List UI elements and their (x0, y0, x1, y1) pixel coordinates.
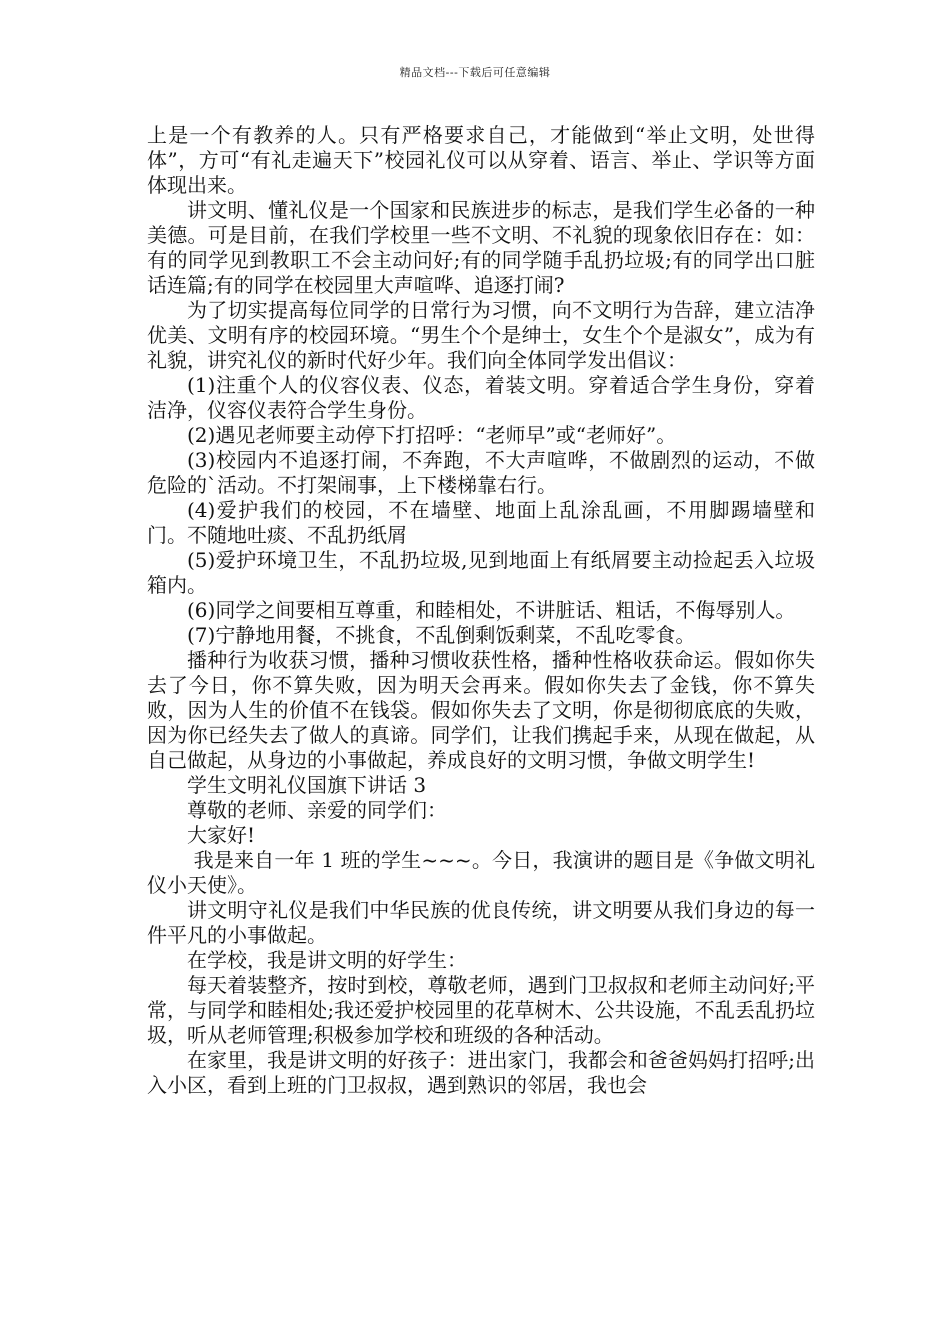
paragraph: 讲文明守礼仪是我们中华民族的优良传统，讲文明要从我们身边的每一件平凡的小事做起。 (147, 898, 815, 947)
paragraph: 在家里，我是讲文明的好孩子：进出家门，我都会和爸爸妈妈打招呼;出入小区，看到上班的门卫叔叔，遇到熟识的邻居，我也会 (147, 1048, 815, 1097)
paragraph: 每天着装整齐，按时到校，尊敬老师，遇到门卫叔叔和老师主动问好;平常，与同学和睦相处;我还爱护校园里的花草树木、公共设施，不乱丢乱扔垃圾，听从老师管理;积极参加学校和班级的各种活动。 (147, 973, 815, 1047)
page-header: 精品文档---下载后可任意编辑 (399, 66, 551, 79)
paragraph: 播种行为收获习惯，播种习惯收获性格，播种性格收获命运。假如你失去了今日，你不算失败，因为明天会再来。假如你失去了金钱，你不算失败，因为人生的价值不在钱袋。假如你失去了文明，你是彻彻底底的失败，因为你已经失去了做人的真谛。同学们，让我们携起手来，从现在做起，从自己做起，从身边的小事做起，养成良好的文明习惯，争做文明学生! (147, 648, 815, 772)
paragraph: 为了切实提高每位同学的日常行为习惯，向不文明行为告辞，建立洁净优美、文明有序的校园环境。“男生个个是绅士，女生个个是淑女”，成为有礼貌，讲究礼仪的新时代好少年。我们向全体同学发出倡议： (147, 298, 815, 372)
list-item: (2)遇见老师要主动停下打招呼：“老师早”或“老师好”。 (187, 423, 677, 447)
list-item: (3)校园内不追逐打闹，不奔跑，不大声喧哗，不做剧烈的运动，不做危险的`活动。不打架闹事，上下楼梯靠右行。 (147, 448, 815, 497)
salutation: 尊敬的老师、亲爱的同学们： (187, 798, 447, 822)
list-item: (1)注重个人的仪容仪表、仪态，着装文明。穿着适合学生身份，穿着洁净，仪容仪表符合学生身份。 (147, 373, 815, 422)
paragraph: 讲文明、懂礼仪是一个国家和民族进步的标志，是我们学生必备的一种美德。可是目前，在我们学校里一些不文明、不礼貌的现象依旧存在：如：有的同学见到教职工不会主动问好;有的同学随手乱扔垃圾;有的同学出口脏话连篇;有的同学在校园里大声喧哗、追逐打闹? (147, 198, 815, 297)
paragraph: 我是来自一年 1 班的学生~~~。今日，我演讲的题目是《争做文明礼仪小天使》。 (147, 848, 815, 897)
greeting: 大家好! (187, 823, 256, 847)
list-item: (4)爱护我们的校园，不在墙壁、地面上乱涂乱画，不用脚踢墙壁和门。不随地吐痰、不乱扔纸屑 (147, 498, 815, 547)
list-item: (5)爱护环境卫生，不乱扔垃圾,见到地面上有纸屑要主动捡起丢入垃圾箱内。 (147, 548, 815, 597)
paragraph: 上是一个有教养的人。只有严格要求自己，才能做到“举止文明，处世得体”，方可“有礼走遍天下”校园礼仪可以从穿着、语言、举止、学识等方面体现出来。 (147, 123, 815, 197)
list-item: (7)宁静地用餐，不挑食，不乱倒剩饭剩菜，不乱吃零食。 (187, 623, 696, 647)
list-item: (6)同学之间要相互尊重，和睦相处，不讲脏话、粗话，不侮辱别人。 (187, 598, 796, 622)
section-title: 学生文明礼仪国旗下讲话 3 (187, 773, 427, 797)
paragraph: 在学校，我是讲文明的好学生： (187, 948, 467, 972)
document-body (147, 123, 815, 1098)
